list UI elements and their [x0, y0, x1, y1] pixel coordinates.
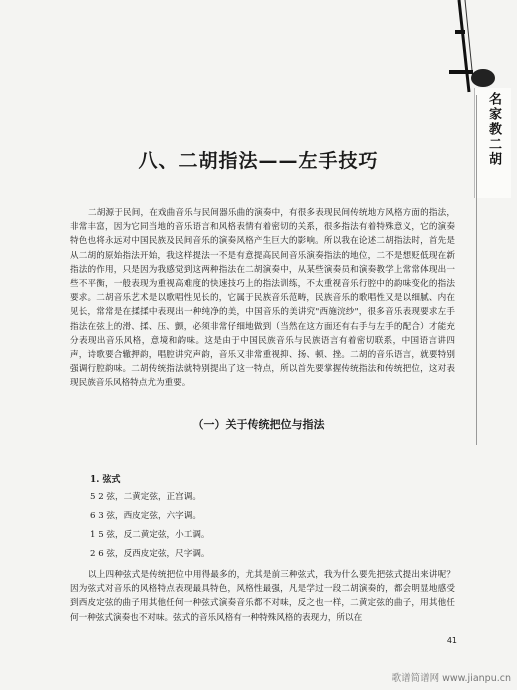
- body-paragraph-1: 二胡源于民间，在戏曲音乐与民间器乐曲的演奏中，有很多表现民间传统地方风格方面的指法，非常丰富，因为它同当地的音乐语言和风格表情有着密切的关系，很多指法有着特殊意义，它的演奏特色也将永远对中国民族及民间音乐的演奏风格产生巨大的影响。所以我在论述二胡指法时，首先是从二胡的原始指法开始，我这样提法一不是有意提高民间音乐演奏指法的地位，二不是想贬低现在新指法的作用，只是因为我感觉到这两种指法在二胡演奏中，从某些演奏员和演奏教学上常常体现出一些不平衡，一般表现为重视高难度的快速技巧上的指法训练，不太重视音乐行腔中的韵味变化的指法要求。二胡音乐艺术是以歌唱性见长的，它属于民族音乐范畴，民族音乐的歌唱性又是以细腻、内在见长，常常是在揉揉中表现出一种纯净的美，中国音乐的美讲究"西施浣纱"，很多音乐表现要求左手指法在弦上的滑、揉、压、颤，必须非常仔细地做到（当然在这方面还有右手与左手的配合）才能充分表现出音乐风格，意境和韵味。这是由于中国民族音乐与民族语言有着密切联系，中国语言讲四声，诗歌要合辙押韵，唱腔讲究声韵，音乐又非常重视抑、扬、顿、挫。二胡的音乐语言，就要特别强调行腔韵味。二胡传统指法就特别提出了这一特点，所以首先要掌握传统指法和传统把位，这对表现民族音乐风格特点尤为重要。: [70, 208, 455, 389]
- chapter-title: 八、二胡指法——左手技巧: [138, 150, 379, 172]
- tuning-item: 5 2 弦，二黄定弦，正宫调。: [90, 492, 201, 502]
- tuning-item: 6 3 弦，西皮定弦，六字调。: [90, 511, 201, 521]
- section-title: （一）关于传统把位与指法: [192, 418, 325, 431]
- tuning-item: 1 5 弦，反二黄定弦，小工调。: [90, 530, 210, 540]
- tuning-item: 2 6 弦，反西皮定弦，尺字调。: [90, 549, 210, 559]
- erhu-icon: [439, 0, 499, 100]
- body-paragraph-2: 以上四种弦式是传统把位中用得最多的，尤其是前三种弦式，我为什么要先把弦式提出来讲呢？因为弦式对音乐的风格特点表现最具特色，风格性最强，凡是学过一段二胡演奏的，都会明显地感受到西皮定弦的曲子用其他任何一种弦式演奏音乐都不对味，反之也一样，二黄定弦的曲子，用其他任何一种弦式演奏也不对味。弦式的音乐风格有一种特殊风格的表现力，所以在: [70, 570, 455, 623]
- sub-heading: 1. 弦式: [90, 475, 121, 485]
- sidebar-title: 名家教二胡: [486, 92, 501, 167]
- watermark: 歌谱简谱网 www.jianpu.cn: [391, 673, 511, 684]
- page-number: 41: [446, 636, 457, 645]
